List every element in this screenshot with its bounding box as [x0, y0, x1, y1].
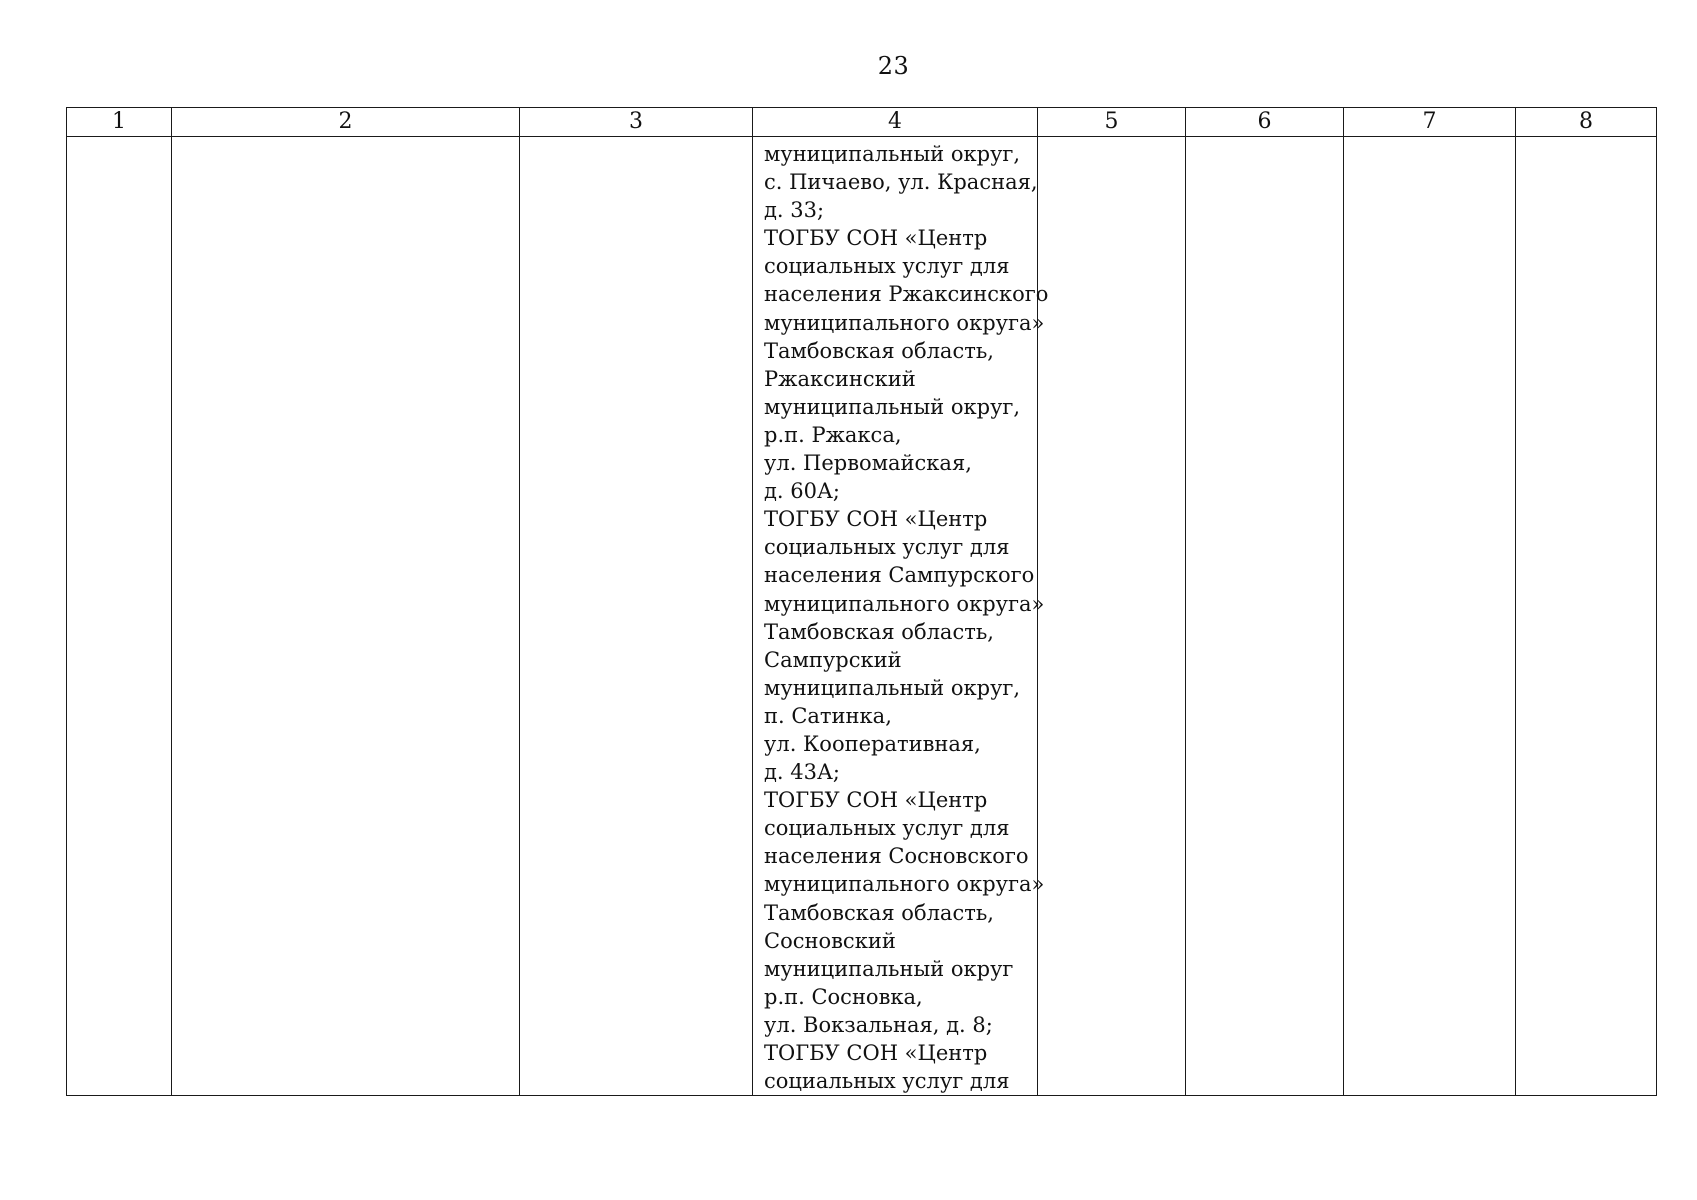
- cell-text-line: ул. Вокзальная, д. 8;: [764, 1012, 993, 1037]
- column-header-6: 6: [1186, 108, 1344, 137]
- cell-text-line: муниципальный округ,: [764, 394, 1021, 419]
- table-cell-col2: [172, 137, 520, 1096]
- document-table: [66, 107, 1657, 1096]
- cell-text-line: ТОГБУ СОН «Центр: [764, 507, 988, 532]
- column-header-7: 7: [1344, 108, 1516, 137]
- cell-text-line: р.п. Сосновка,: [764, 984, 923, 1009]
- column-header-1: 1: [67, 108, 172, 137]
- cell-text-line: д. 43А;: [764, 760, 840, 785]
- cell-text-line: социальных услуг для: [764, 254, 1010, 279]
- cell-text-line: с. Пичаево, ул. Красная,: [764, 170, 1038, 195]
- table-cell-col7: [1344, 137, 1516, 1096]
- page-number: 23: [877, 52, 910, 80]
- cell-text-line: р.п. Ржакса,: [764, 422, 902, 447]
- cell-text-line: п. Сатинка,: [764, 703, 892, 728]
- cell-text-line: муниципального округа»: [764, 310, 1045, 335]
- cell-text-line: Сампурский: [764, 647, 902, 672]
- cell-text-line: социальных услуг для: [764, 816, 1010, 841]
- table-header-row: [67, 108, 1657, 137]
- cell-text-line: ТОГБУ СОН «Центр: [764, 226, 988, 251]
- cell-text-line: муниципальный округ,: [764, 675, 1021, 700]
- cell-text-line: Ржаксинский: [764, 366, 916, 391]
- address-list-text: [753, 137, 1049, 1095]
- cell-text-line: населения Сосновского: [764, 844, 1029, 869]
- table-cell-col5: [1038, 137, 1186, 1096]
- cell-text-line: муниципальный округ,: [764, 142, 1021, 166]
- column-header-5: 5: [1038, 108, 1186, 137]
- table-cell-col4: [753, 137, 1049, 1096]
- column-header-3: 3: [520, 108, 753, 137]
- cell-text-line: социальных услуг для: [764, 1069, 1010, 1094]
- cell-text-line: муниципальный округ: [764, 956, 1014, 981]
- cell-text-line: д. 60А;: [764, 479, 840, 504]
- cell-text-line: ул. Первомайская,: [764, 451, 972, 476]
- cell-text-line: Сосновский: [764, 928, 896, 953]
- cell-text-line: ул. Кооперативная,: [764, 731, 981, 756]
- table-cell-col8: [1516, 137, 1657, 1096]
- cell-text-line: социальных услуг для: [764, 535, 1010, 560]
- cell-text-line: населения Сампурского: [764, 563, 1035, 588]
- cell-text-line: муниципального округа»: [764, 872, 1045, 897]
- cell-text-line: муниципального округа»: [764, 591, 1045, 616]
- cell-text-line: ТОГБУ СОН «Центр: [764, 788, 988, 813]
- table-row: [67, 137, 1657, 1096]
- cell-text-line: Тамбовская область,: [764, 900, 994, 925]
- cell-text-line: Тамбовская область,: [764, 619, 994, 644]
- table-cell-col1: [67, 137, 172, 1096]
- cell-text-line: населения Ржаксинского: [764, 282, 1049, 307]
- column-header-4: 4: [753, 108, 1038, 137]
- column-header-2: 2: [172, 108, 520, 137]
- cell-text-line: Тамбовская область,: [764, 338, 994, 363]
- column-header-8: 8: [1516, 108, 1657, 137]
- table-cell-col3: [520, 137, 753, 1096]
- table-cell-col6: [1186, 137, 1344, 1096]
- cell-text-line: д. 33;: [764, 198, 825, 223]
- cell-text-line: ТОГБУ СОН «Центр: [764, 1041, 988, 1065]
